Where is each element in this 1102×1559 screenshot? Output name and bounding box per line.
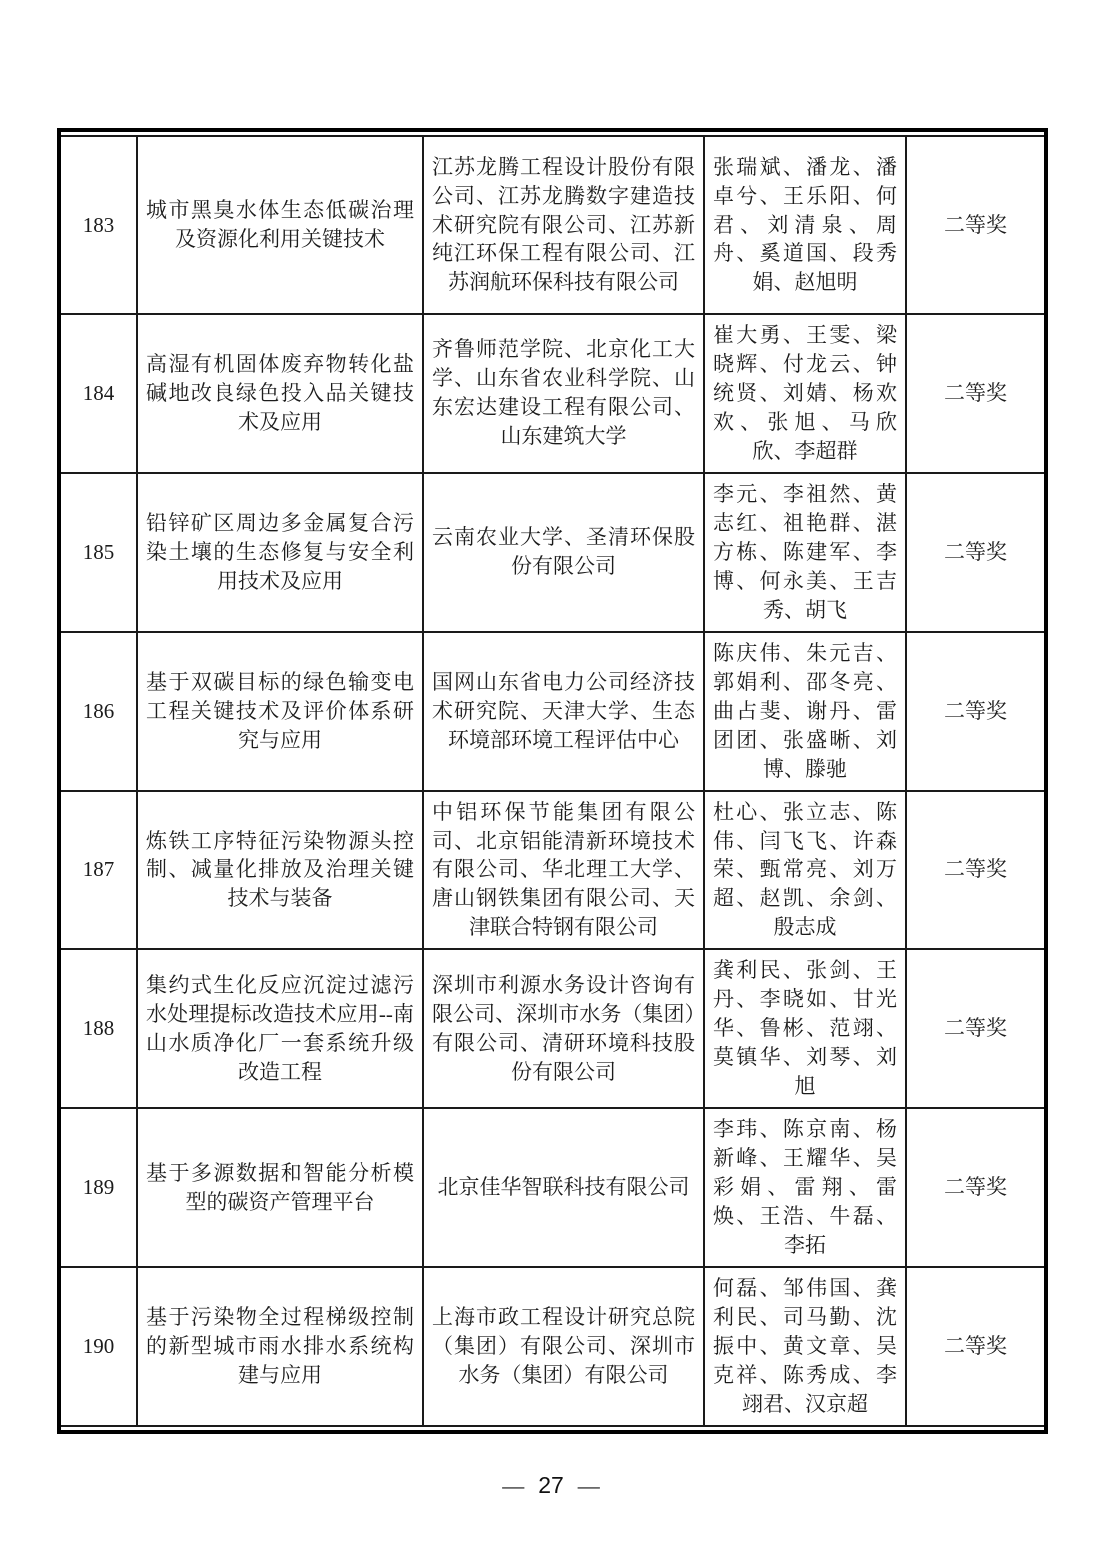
cell-award-level [907, 633, 1044, 790]
cell-serial-number [61, 1268, 138, 1425]
table-row [61, 474, 1044, 633]
cell-serial-number [61, 1109, 138, 1266]
table-row [61, 1109, 1044, 1268]
cell-serial-number [61, 474, 138, 631]
award-level: 二等奖 [944, 380, 1007, 405]
table-row [61, 1268, 1044, 1427]
cell-awardees [705, 950, 907, 1107]
footer-dash-left: — [502, 1473, 525, 1498]
cell-project-title [138, 633, 424, 790]
awardees: 李玮、陈京南、杨新峰、王耀华、吴彩娟、雷翔、雷焕、王浩、牛磊、李拓 [713, 1117, 897, 1258]
cell-project-title [138, 1268, 424, 1425]
organizations: 深圳市利源水务设计咨询有限公司、深圳市水务（集团）有限公司、清研环境科技股份有限公司 [432, 972, 695, 1084]
cell-project-title [138, 315, 424, 472]
cell-awardees [705, 792, 907, 949]
award-level: 二等奖 [944, 857, 1007, 882]
cell-awardees [705, 137, 907, 313]
cell-award-level [907, 950, 1044, 1107]
awardees: 陈庆伟、朱元吉、郭娟利、邵冬亮、曲占斐、谢丹、雷团团、张盛晰、刘博、滕驰 [713, 640, 897, 781]
awards-table-body [61, 135, 1044, 1427]
cell-award-level [907, 792, 1044, 949]
award-level: 二等奖 [944, 539, 1007, 564]
award-level: 二等奖 [944, 698, 1007, 723]
organizations: 上海市政工程设计研究总院（集团）有限公司、深圳市水务（集团）有限公司 [432, 1305, 695, 1387]
footer-dash-right: — [577, 1473, 600, 1498]
cell-awardees [705, 1109, 907, 1266]
cell-award-level [907, 1268, 1044, 1425]
serial-number: 189 [82, 1175, 115, 1200]
cell-organizations [424, 633, 705, 790]
serial-number: 185 [82, 539, 115, 564]
cell-organizations [424, 315, 705, 472]
cell-awardees [705, 474, 907, 631]
table-row [61, 950, 1044, 1109]
cell-awardees [705, 315, 907, 472]
awardees: 崔大勇、王雯、梁晓辉、付龙云、钟统贤、刘婧、杨欢欢、张旭、马欣欣、李超群 [713, 323, 897, 463]
cell-award-level [907, 1109, 1044, 1266]
organizations: 国网山东省电力公司经济技术研究院、天津大学、生态环境部环境工程评估中心 [432, 669, 695, 752]
table-row [61, 315, 1044, 474]
award-level: 二等奖 [944, 1175, 1007, 1200]
awardees: 李元、李祖然、黄志红、祖艳群、湛方栋、陈建军、李博、何永美、王吉秀、胡飞 [713, 481, 897, 622]
award-level: 二等奖 [944, 212, 1007, 237]
cell-organizations [424, 474, 705, 631]
serial-number: 186 [82, 698, 115, 723]
cell-project-title [138, 137, 424, 313]
project-title: 高湿有机固体废弃物转化盐碱地改良绿色投入品关键技术及应用 [146, 351, 414, 434]
project-title: 基于双碳目标的绿色输变电工程关键技术及评价体系研究与应用 [146, 669, 414, 752]
awardees: 张瑞斌、潘龙、潘卓兮、王乐阳、何君、刘清泉、周舟、奚道国、段秀娟、赵旭明 [713, 154, 897, 295]
cell-serial-number [61, 633, 138, 790]
serial-number: 190 [82, 1334, 115, 1358]
awardees: 杜心、张立志、陈伟、闫飞飞、许森荣、甄常亮、刘万超、赵凯、余剑、殷志成 [713, 799, 897, 940]
project-title: 集约式生化反应沉淀过滤污水处理提标改造技术应用--南山水质净化厂一套系统升级改造工程 [146, 972, 414, 1084]
award-level: 二等奖 [944, 1334, 1007, 1358]
organizations: 北京佳华智联科技有限公司 [437, 1175, 690, 1200]
cell-project-title [138, 474, 424, 631]
award-level: 二等奖 [944, 1016, 1007, 1041]
cell-organizations [424, 137, 705, 313]
organizations: 齐鲁师范学院、北京化工大学、山东省农业科学院、山东宏达建设工程有限公司、山东建筑大学 [432, 337, 695, 449]
cell-organizations [424, 950, 705, 1107]
project-title: 炼铁工序特征污染物源头控制、减量化排放及治理关键技术与装备 [146, 828, 414, 911]
cell-serial-number [61, 792, 138, 949]
cell-awardees [705, 1268, 907, 1425]
cell-award-level [907, 474, 1044, 631]
cell-organizations [424, 792, 705, 949]
awardees: 龚利民、张剑、王丹、李晓如、甘光华、鲁彬、范翊、莫镇华、刘琴、刘旭 [713, 958, 897, 1099]
awardees: 何磊、邹伟国、龚利民、司马勤、沈振中、黄文章、吴克祥、陈秀成、李翊君、汉京超 [713, 1276, 897, 1416]
project-title: 城市黑臭水体生态低碳治理及资源化利用关键技术 [146, 198, 414, 251]
page-number: 27 [538, 1472, 564, 1498]
cell-serial-number [61, 315, 138, 472]
cell-serial-number [61, 950, 138, 1107]
organizations: 中铝环保节能集团有限公司、北京铝能清新环境技术有限公司、华北理工大学、唐山钢铁集团有限公司、天津联合特钢有限公司 [432, 799, 695, 940]
cell-project-title [138, 1109, 424, 1266]
cell-award-level [907, 315, 1044, 472]
project-title: 基于多源数据和智能分析模型的碳资产管理平台 [146, 1160, 414, 1214]
serial-number: 184 [82, 380, 115, 405]
table-row [61, 633, 1044, 792]
table-row [61, 792, 1044, 951]
project-title: 基于污染物全过程梯级控制的新型城市雨水排水系统构建与应用 [146, 1305, 414, 1387]
serial-number: 188 [82, 1016, 115, 1041]
serial-number: 183 [82, 212, 115, 237]
cell-award-level [907, 137, 1044, 313]
organizations: 云南农业大学、圣清环保股份有限公司 [432, 525, 695, 579]
cell-project-title [138, 950, 424, 1107]
cell-project-title [138, 792, 424, 949]
serial-number: 187 [82, 857, 115, 882]
table-row [61, 135, 1044, 315]
project-title: 铅锌矿区周边多金属复合污染土壤的生态修复与安全利用技术及应用 [146, 510, 414, 593]
organizations: 江苏龙腾工程设计股份有限公司、江苏龙腾数字建造技术研究院有限公司、江苏新纯江环保工程有限公司、江苏润航环保科技有限公司 [432, 154, 695, 295]
cell-serial-number [61, 137, 138, 313]
awards-table [57, 128, 1048, 1434]
page-footer [0, 1472, 1102, 1499]
cell-organizations [424, 1268, 705, 1425]
cell-awardees [705, 633, 907, 790]
cell-organizations [424, 1109, 705, 1266]
